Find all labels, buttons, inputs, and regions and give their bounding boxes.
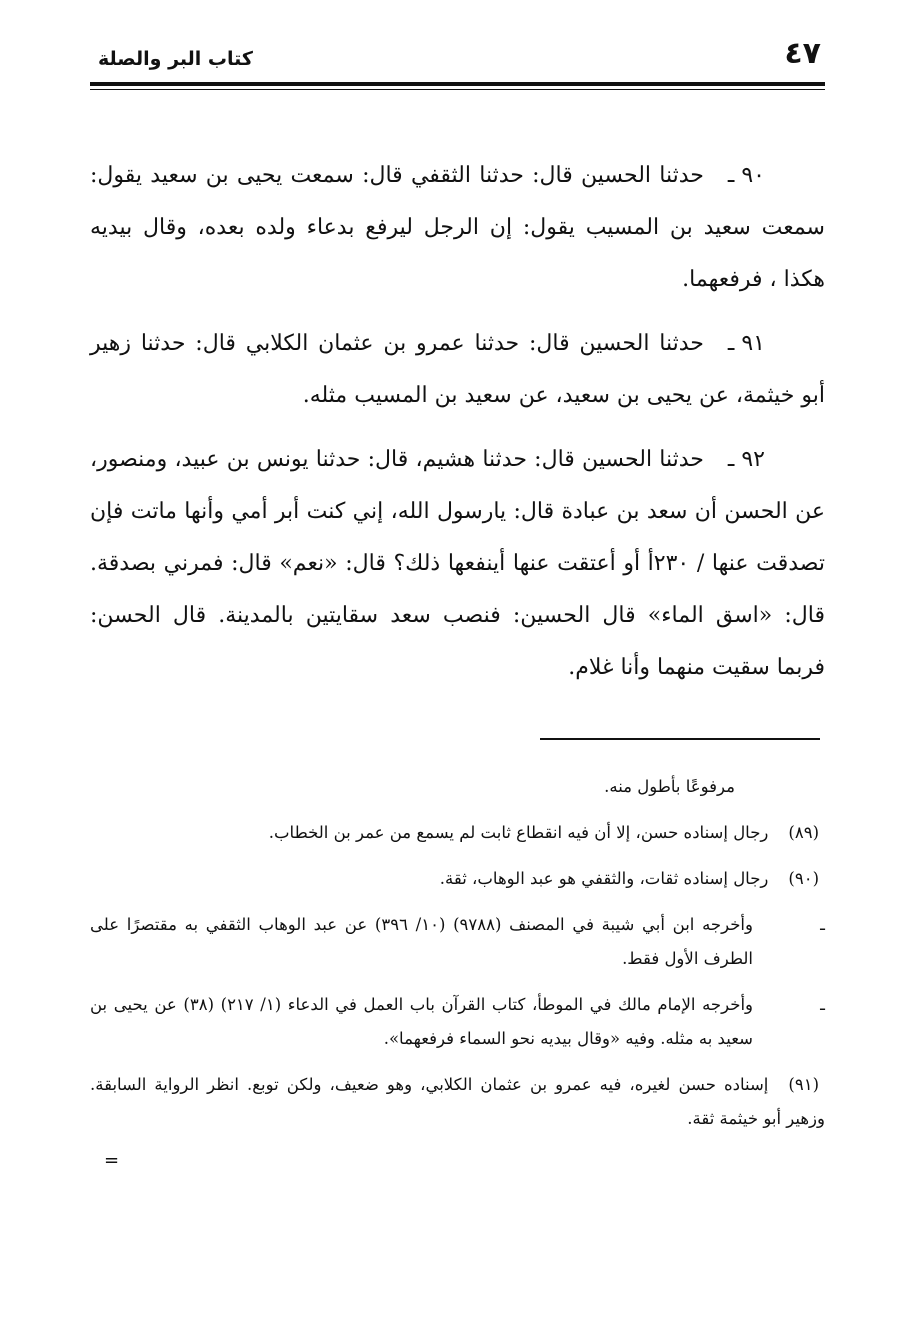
footnote-dash: ـ — [820, 915, 825, 934]
hadith-number: ٩١ ـ — [727, 331, 765, 356]
footnote-90 — [90, 862, 825, 896]
header-rule-thin — [90, 89, 825, 90]
hadith-number: ٩٠ ـ — [727, 163, 765, 188]
hadith-number: ٩٢ ـ — [727, 447, 765, 472]
hadith-text: حدثنا الحسين قال: حدثنا الثقفي قال: سمعت يحيى بن سعيد يقول: سمعت سعيد بن المسيب يقول: إن الرجل ليرفع بدعاء ولده بعده، وقال بيديه هكذا ، فرفعهما. — [90, 163, 825, 292]
footnotes — [90, 770, 825, 1148]
footnote-text: رجال إسناده ثقات، والثقفي هو عبد الوهاب، ثقة. — [439, 869, 769, 888]
footnote-dash: ـ — [820, 995, 825, 1014]
footnote-text: وأخرجه الإمام مالك في الموطأ، كتاب القرآن باب العمل في الدعاء (١/ ٢١٧) (٣٨) عن يحيى بن سعيد به مثله. وفيه «وقال بيديه نحو السماء فرفعهما». — [90, 995, 753, 1048]
footnote-90-malik — [90, 988, 825, 1056]
hadith-text: حدثنا الحسين قال: حدثنا هشيم، قال: حدثنا يونس بن عبيد، ومنصور، عن الحسن أن سعد بن عبادة قال: يارسول الله، إني كنت أبر أمي وأنها ماتت فإن تصدقت عنها / ٢٣٠أ أو أعتقت عنها أينفعها ذلك؟ قال: «نعم» قال: فمرني بصدقة. قال: «اسق الماء» قال الحسين: فنصب سعد سقايتين بالمدينة. قال الحسن: فربما سقيت منهما وأنا غلام. — [90, 447, 825, 680]
book-title: كتاب البر والصلة — [98, 48, 253, 70]
main-text — [90, 150, 825, 706]
hadith-text: حدثنا الحسين قال: حدثنا عمرو بن عثمان الكلابي قال: حدثنا زهير أبو خيثمة، عن يحيى بن سعيد، عن سعيد بن المسيب مثله. — [90, 331, 825, 408]
footnote-text: إسناده حسن لغيره، فيه عمرو بن عثمان الكلابي، وهو ضعيف، ولكن توبع. انظر الرواية السابقة. وزهير أبو خيثمة ثقة. — [90, 1075, 825, 1128]
footnote-91 — [90, 1068, 825, 1136]
footnote-number: (٩٠) — [788, 869, 819, 888]
page-number: ٤٧ — [784, 36, 821, 71]
footnote-number: (٨٩) — [788, 823, 819, 842]
page-header — [90, 36, 825, 82]
footnote-number: (٩١) — [788, 1075, 819, 1094]
footnote-text: رجال إسناده حسن، إلا أن فيه انقطاع ثابت لم يسمع من عمر بن الخطاب. — [268, 823, 769, 842]
footnote-text: مرفوعًا بأطول منه. — [604, 777, 735, 796]
footnote-90-ibn-abi-shaybah — [90, 908, 825, 976]
footnote-separator — [540, 738, 820, 740]
hadith-paragraph-90 — [90, 150, 825, 306]
footnote-text: وأخرجه ابن أبي شيبة في المصنف (٩٧٨٨) (١٠/ ٣٩٦) عن عبد الوهاب الثقفي به مقتصرًا على الطرف الأول فقط. — [90, 915, 753, 968]
hadith-paragraph-92 — [90, 434, 825, 694]
hadith-paragraph-91 — [90, 318, 825, 422]
footnote-continuation — [90, 770, 825, 804]
footnote-89 — [90, 816, 825, 850]
header-rule-thick — [90, 82, 825, 86]
footnote-continues-mark: = — [104, 1150, 120, 1171]
